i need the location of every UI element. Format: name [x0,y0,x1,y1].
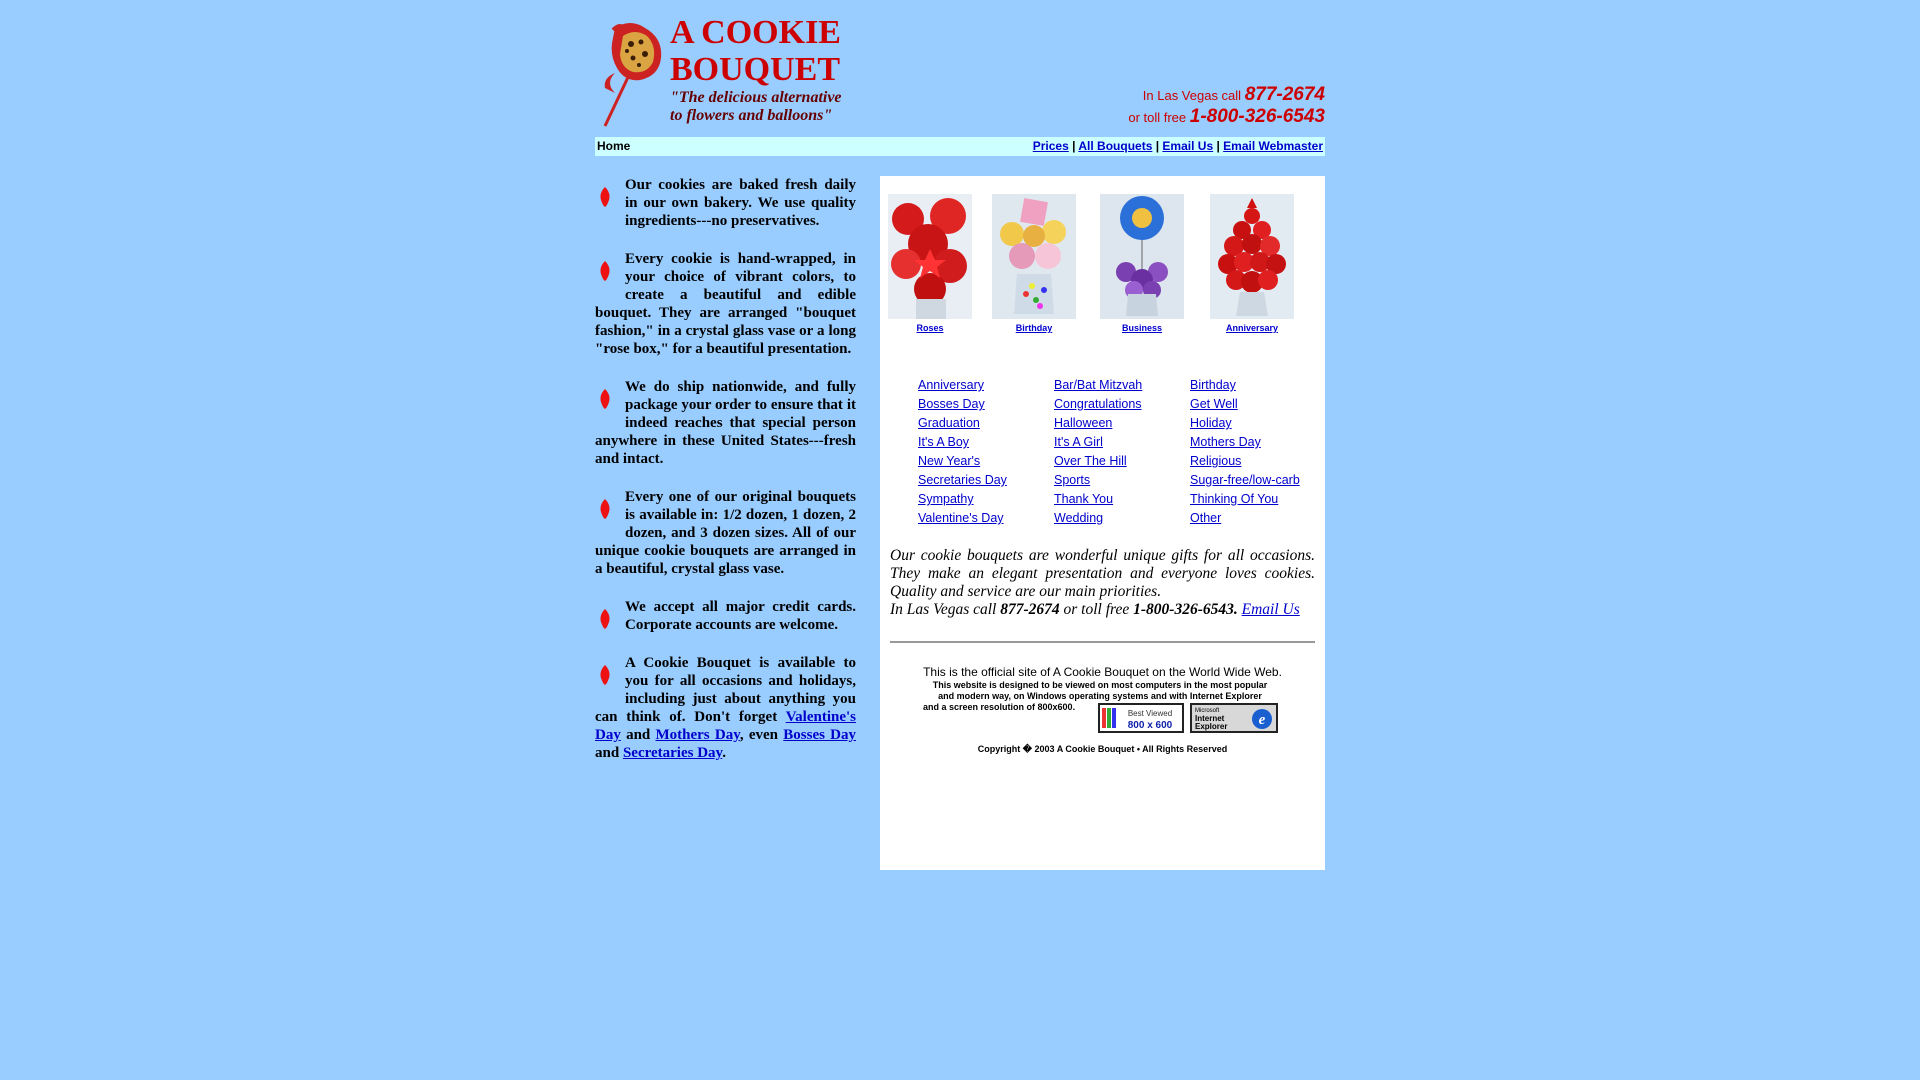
paragraph-text: Our cookies are baked fresh daily in our own bakery. We use quality ingredients---no preservatives. [625,177,856,229]
paragraph-text: . [722,745,726,761]
content-panel [880,176,1325,870]
occasion-link[interactable]: Wedding [1054,511,1104,525]
roses-bouquet-thumb[interactable] [888,194,972,333]
occasion-link[interactable]: Get Well [1190,397,1238,411]
info-paragraph [595,598,856,634]
brand-name [670,14,841,88]
occasion-link[interactable]: Sympathy [918,492,974,506]
internet-explorer-badge-icon [1190,703,1278,733]
badge-explorer-text: Explorer [1195,722,1228,731]
tagline-line2: to flowers and balloons" [670,107,833,124]
occasion-link[interactable]: Religious [1190,454,1242,468]
copyright: Copyright � 2003 A Cookie Bouquet • All Rights Reserved [977,744,1228,754]
nav-email-us-link[interactable]: Email Us [1162,139,1214,153]
occasion-link[interactable]: Anniversary [918,378,984,392]
roses-link[interactable]: Roses [916,323,944,333]
roses-bouquet-image [888,194,972,319]
local-phone-label: In Las Vegas call [1142,88,1242,103]
valentines-day-link[interactable]: Valentine's Day [595,709,856,743]
occasion-link[interactable]: Holiday [1190,416,1232,430]
red-petal-bullet-icon [599,665,611,685]
svg-text:e: e [1258,712,1266,728]
paragraph-text: and [620,727,656,743]
paragraph-text: Every cookie is hand-wrapped, in your choice of vibrant colors, to create a beautiful and edible bouquet. They are arranged "bouquet fashion," in a crystal glass vase or a long "rose box," for a beautiful presentation. [595,251,856,357]
tagline [670,89,842,125]
page-container [595,0,1325,1080]
header-phones [1128,84,1325,128]
tollfree-phone [1128,106,1325,128]
badge-best-viewed-text: Best Viewed [1127,709,1173,718]
occasion-link[interactable]: Birthday [1190,378,1236,392]
business-bouquet-image [1100,194,1184,319]
birthday-link[interactable]: Birthday [1015,323,1053,333]
paragraph-text: and [595,745,623,761]
browser-notice-line: and modern way, on Windows operating systems and with Internet Explorer [938,691,1262,701]
nav-email-webmaster-link[interactable]: Email Webmaster [1223,139,1323,153]
occasion-link[interactable]: It's A Boy [918,435,970,449]
blurb-text: or toll free [1059,601,1134,618]
occasions-column-2 [1054,376,1190,528]
business-link[interactable]: Business [1121,323,1163,333]
paragraph-text: We do ship nationwide, and fully package your order to ensure that it indeed reaches that special person anywhere in these United States---fresh and intact. [595,379,856,467]
bosses-day-link[interactable]: Bosses Day [783,727,857,743]
brand-name-line2: BOUQUET [670,51,841,88]
occasion-link[interactable]: Graduation [918,416,980,430]
nav-links [1033,139,1323,153]
occasions-column-1 [918,376,1054,528]
mothers-day-link[interactable]: Mothers Day [655,727,740,743]
blurb-local-number: 877-2674 [1000,601,1060,618]
badge-microsoft-text: Microsoft [1195,708,1220,714]
red-petal-bullet-icon [599,389,611,409]
occasion-link[interactable]: Halloween [1054,416,1113,430]
red-petal-bullet-icon [599,187,611,207]
left-column [595,176,856,782]
occasion-link[interactable]: Sports [1054,473,1091,487]
nav-separator: | [1072,139,1076,153]
occasion-link[interactable]: Over The Hill [1054,454,1127,468]
browser-notice-line: and a screen resolution of 800x600. [923,702,1076,712]
info-paragraph [595,378,856,468]
tagline-line1: "The delicious alternative [670,89,842,106]
anniversary-bouquet-thumb[interactable] [1210,194,1294,333]
blurb-email-us-link[interactable]: Email Us [1241,601,1300,618]
occasion-link[interactable]: Valentine's Day [918,511,1004,525]
blurb-text: Our cookie bouquets are wonderful unique gifts for all occasions. They make an elegant presentation and everyone loves cookies. Quality and service are our main priorities. [890,547,1315,600]
brand-name-line1: A COOKIE [670,14,841,51]
business-bouquet-thumb[interactable] [1100,194,1184,333]
occasion-link[interactable]: It's A Girl [1054,435,1103,449]
divider [890,641,1315,643]
blurb-text: In Las Vegas call [890,601,1001,618]
anniversary-link[interactable]: Anniversary [1225,323,1279,333]
anniversary-bouquet-image [1210,194,1294,319]
nav-all-bouquets-link[interactable]: All Bouquets [1078,139,1153,153]
gift-blurb [890,547,1315,619]
badge-internet-text: Internet [1195,714,1225,723]
tollfree-phone-label: or toll free [1128,110,1187,125]
info-paragraph [595,488,856,578]
nav-home: Home [597,139,631,153]
red-petal-bullet-icon [599,609,611,629]
occasion-link[interactable]: Secretaries Day [918,473,1007,487]
occasion-link[interactable]: Other [1190,511,1222,525]
paragraph-text: Every one of our original bouquets is available in: 1/2 dozen, 1 dozen, 2 dozen, and 3 dozen sizes. All of our unique cookie bouquets are arranged in a beautiful, crystal glass vase. [595,489,856,577]
info-paragraph [595,654,856,762]
red-petal-bullet-icon [599,261,611,281]
paragraph-text: A Cookie Bouquet is available to you for all occasions and holidays, including just about anything you can think of. Don't forget [595,655,856,725]
secretaries-day-link[interactable]: Secretaries Day [622,745,723,761]
birthday-bouquet-image [992,194,1076,319]
birthday-bouquet-thumb[interactable] [992,194,1076,333]
official-site-notice: This is the official site of A Cookie Bouquet on the World Wide Web. [923,665,1282,679]
tollfree-phone-number: 1-800-326-6543 [1189,106,1325,127]
best-viewed-800x600-badge [1098,703,1184,733]
occasions-column-3 [1190,376,1326,528]
nav-separator: | [1216,139,1220,153]
nav-prices-link[interactable]: Prices [1032,139,1069,153]
info-paragraph [595,250,856,358]
info-paragraph [595,176,856,230]
occasion-link[interactable]: Bosses Day [918,397,985,411]
occasion-link[interactable]: Mothers Day [1190,435,1261,449]
nav-bar [595,137,1325,156]
occasion-link[interactable]: Bar/Bat Mitzvah [1054,378,1143,392]
occasion-link[interactable]: Thinking Of You [1190,492,1279,506]
badge-resolution-text: 800 x 600 [1127,720,1173,731]
local-phone-number: 877-2674 [1244,84,1325,105]
paragraph-text: We accept all major credit cards. Corporate accounts are welcome. [625,599,856,633]
blurb-tollfree-number: 1-800-326-6543. [1133,601,1238,618]
occasion-link[interactable]: Sugar-free/low-carb [1190,473,1300,487]
browser-notice-line: This website is designed to be viewed on most computers in the most popular [932,680,1268,690]
paragraph-text: , even [739,727,784,743]
occasion-link[interactable]: New Year's [918,454,981,468]
occasion-link[interactable]: Congratulations [1054,397,1142,411]
occasion-link[interactable]: Thank You [1054,492,1114,506]
cookie-bouquet-logo-icon [595,18,665,130]
red-petal-bullet-icon [599,499,611,519]
nav-separator: | [1155,139,1160,153]
local-phone [1128,84,1325,106]
